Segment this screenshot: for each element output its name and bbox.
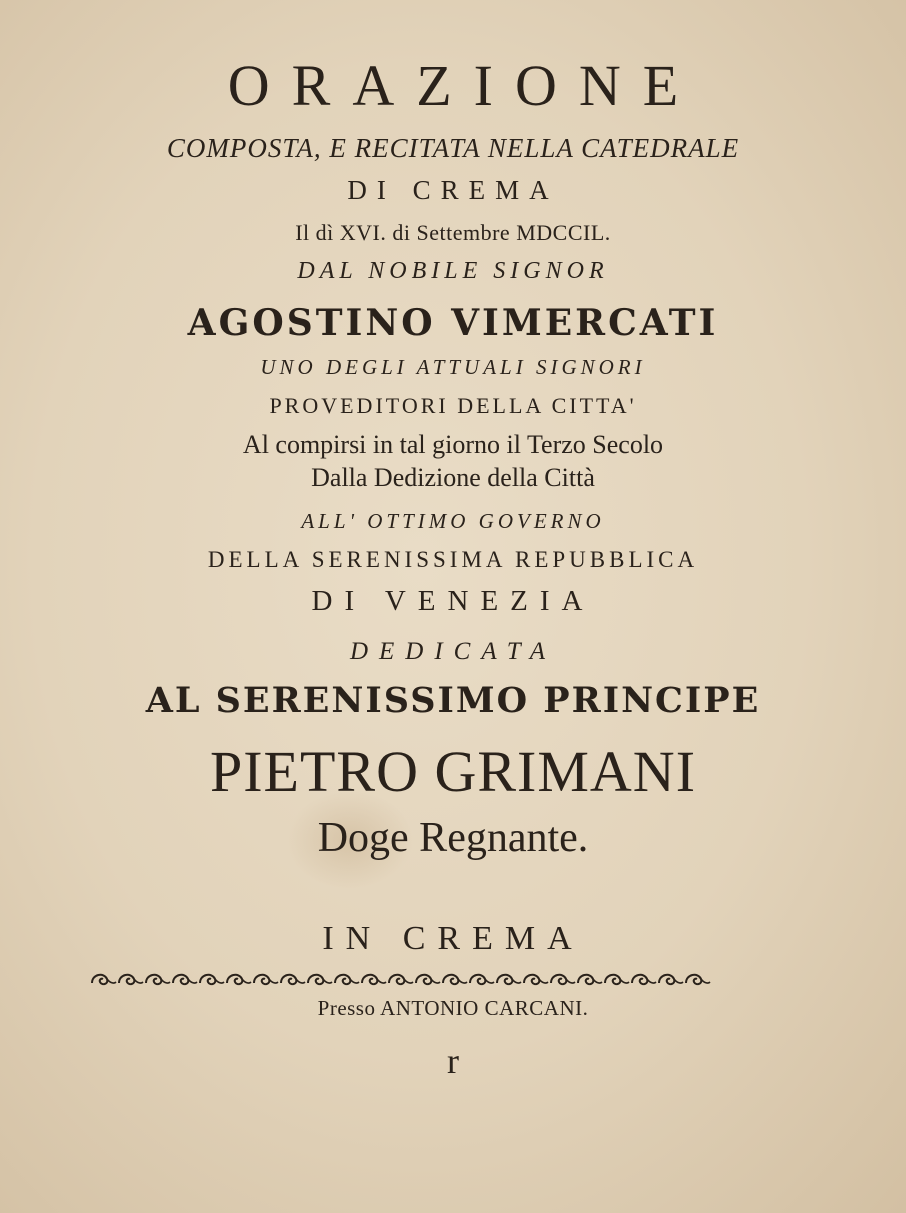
page-title: ORAZIONE [227, 53, 701, 118]
by-line: DAL NOBILE SIGNOR [297, 258, 609, 284]
ornament-glyph [551, 975, 575, 984]
ornament-glyph [605, 975, 629, 984]
ornament-rule-icon [90, 968, 716, 990]
occasion-line-2: Dalla Dedizione della Città [311, 463, 595, 492]
ornament-glyph [362, 975, 386, 984]
ornament-glyph [254, 975, 278, 984]
occasion-line-1: Al compirsi in tal giorno il Terzo Secolo [242, 430, 664, 459]
ornament-glyph [443, 975, 467, 984]
ornament-glyph [281, 975, 305, 984]
dedication-line: DEDICATA [349, 638, 557, 665]
author-role-line-2: PROVEDITORI DELLA CITTA' [269, 393, 637, 418]
ornament-glyph [416, 975, 440, 984]
ornament-glyph [659, 975, 683, 984]
ornament-glyph [470, 975, 494, 984]
ornament-glyph [632, 975, 656, 984]
ornament-glyph [578, 975, 602, 984]
ornament-glyph [227, 975, 251, 984]
government-line: ALL' OTTIMO GOVERNO [301, 509, 605, 533]
dedicatee-role: Doge Regnante. [317, 815, 589, 861]
republic-line-1: DELLA SERENISSIMA REPUBBLICA [207, 547, 699, 572]
ornament-glyph [146, 975, 170, 984]
date-line: Il dì XVI. di Settembre MDCCIL. [295, 220, 611, 245]
ornament-glyph [389, 975, 413, 984]
subtitle: COMPOSTA, E RECITATA NELLA CATEDRALE [166, 133, 740, 163]
ornament-glyph [173, 975, 197, 984]
author-name: AGOSTINO VIMERCATI [187, 302, 719, 344]
ornament-glyph [335, 975, 359, 984]
dedicatee-title: AL SERENISSIMO PRINCIPE [145, 680, 761, 721]
ornament-glyph [524, 975, 548, 984]
ornament-glyph [686, 975, 710, 984]
ornament-glyph [92, 975, 116, 984]
author-role-line-1: UNO DEGLI ATTUALI SIGNORI [260, 355, 646, 379]
imprint-city: IN CREMA [322, 920, 584, 957]
ornament-glyph [497, 975, 521, 984]
ornament-glyph [119, 975, 143, 984]
ornament-glyph [200, 975, 224, 984]
dedicatee-name: PIETRO GRIMANI [209, 739, 697, 804]
ornament-glyph [308, 975, 332, 984]
printer-line: Presso ANTONIO CARCANI. [317, 996, 589, 1020]
signature-mark: r [447, 1041, 459, 1081]
place-line: DI CREMA [347, 175, 559, 205]
republic-line-2: DI VENEZIA [311, 585, 595, 617]
